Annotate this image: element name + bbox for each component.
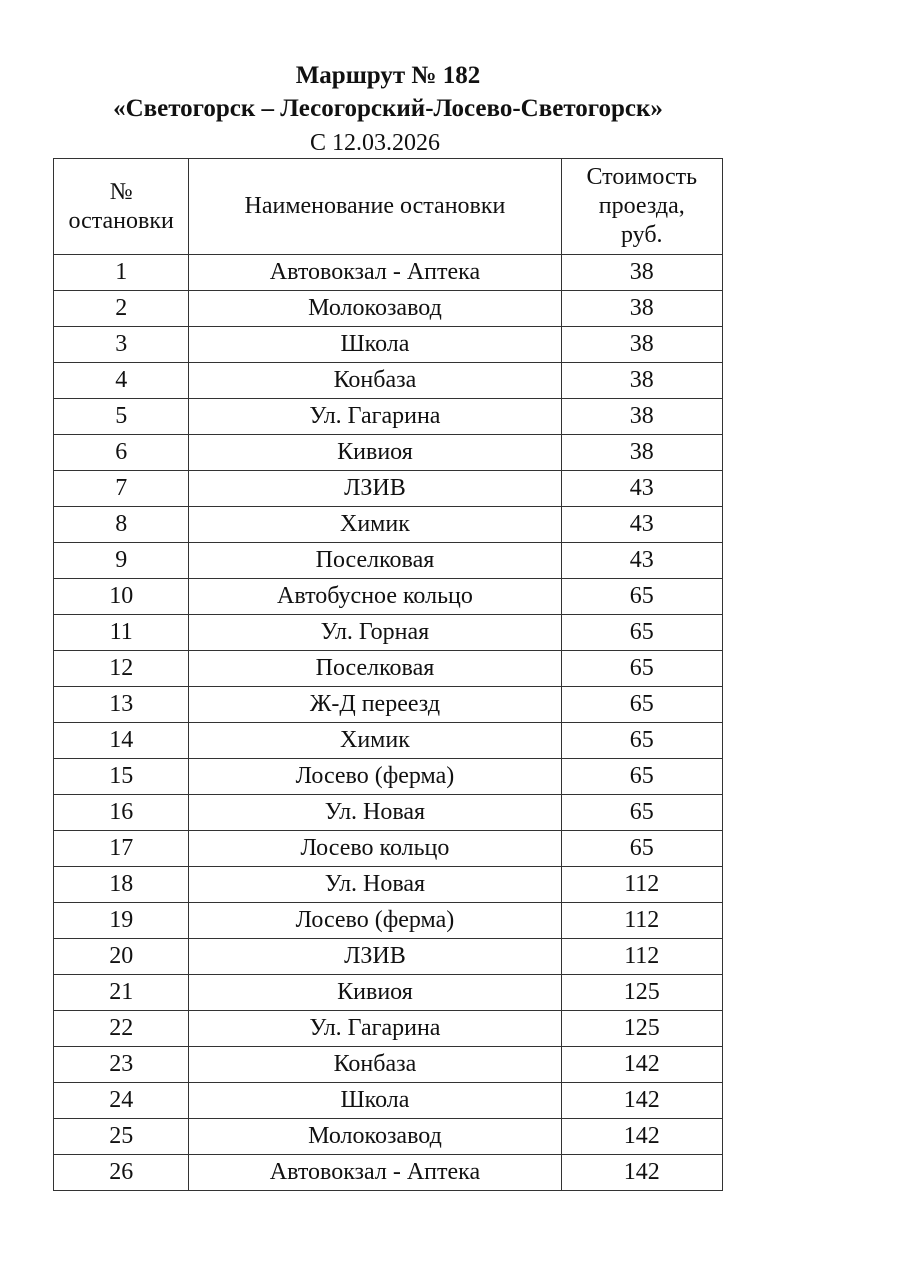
column-header-fare [561,159,723,255]
header-text: проезда, [598,193,685,219]
fare-cell: 112 [561,939,723,975]
table-row [54,327,723,363]
fare-cell: 125 [561,975,723,1011]
fare-cell: 43 [561,471,723,507]
stop-number-cell: 9 [54,543,189,579]
stop-name-cell: ЛЗИВ [189,471,561,507]
fare-cell: 65 [561,723,723,759]
table-row [54,651,723,687]
table-row [54,831,723,867]
stop-number-cell: 6 [54,435,189,471]
fare-cell: 38 [561,399,723,435]
stop-name-cell: Автобусное кольцо [189,579,561,615]
route-number-title: Маршрут № 182 [295,62,481,89]
table-row [54,1119,723,1155]
stop-name-cell: Ж-Д переезд [189,687,561,723]
stop-name-cell: Автовокзал - Аптека [189,1155,561,1191]
fare-cell: 43 [561,507,723,543]
fare-cell: 65 [561,795,723,831]
table-row [54,543,723,579]
table-row [54,399,723,435]
table-header-row [54,159,723,255]
stop-number-cell: 11 [54,615,189,651]
stop-number-cell: 2 [54,291,189,327]
stop-number-cell: 15 [54,759,189,795]
table-row [54,1155,723,1191]
table-row [54,579,723,615]
stop-name-cell: Лосево (ферма) [189,903,561,939]
stop-number-cell: 26 [54,1155,189,1191]
fare-cell: 125 [561,1011,723,1047]
stop-number-cell: 18 [54,867,189,903]
header-text: остановки [68,207,174,234]
header-text: Стоимость [586,164,698,190]
table-row [54,723,723,759]
stop-name-cell: Молокозавод [189,1119,561,1155]
stop-number-cell: 23 [54,1047,189,1083]
table-row [54,291,723,327]
fare-cell: 65 [561,831,723,867]
stop-number-cell: 14 [54,723,189,759]
table-row [54,507,723,543]
fare-table [53,158,723,1191]
table-row [54,867,723,903]
stop-name-cell: Школа [189,327,561,363]
stop-number-cell: 24 [54,1083,189,1119]
fare-cell: 38 [561,363,723,399]
stop-number-cell: 17 [54,831,189,867]
stop-name-cell: Автовокзал - Аптека [189,255,561,291]
stop-name-cell: Конбаза [189,363,561,399]
stop-number-cell: 1 [54,255,189,291]
header-text: № [109,178,133,205]
stop-name-cell: Химик [189,507,561,543]
stop-name-cell: Конбаза [189,1047,561,1083]
stop-number-cell: 25 [54,1119,189,1155]
stop-name-cell: Ул. Новая [189,867,561,903]
stop-number-cell: 5 [54,399,189,435]
stop-number-cell: 20 [54,939,189,975]
stop-name-cell: Поселковая [189,651,561,687]
table-row [54,795,723,831]
fare-cell: 65 [561,759,723,795]
stop-number-cell: 22 [54,1011,189,1047]
stop-name-cell: Кивиоя [189,435,561,471]
stop-name-cell: Лосево кольцо [189,831,561,867]
stop-name-cell: Ул. Гагарина [189,1011,561,1047]
stop-name-cell: Кивиоя [189,975,561,1011]
fare-cell: 38 [561,327,723,363]
stop-number-cell: 4 [54,363,189,399]
table-row [54,903,723,939]
stop-number-cell: 8 [54,507,189,543]
stop-name-cell: Ул. Горная [189,615,561,651]
table-body [54,255,723,1191]
stop-name-cell: Молокозавод [189,291,561,327]
stop-number-cell: 7 [54,471,189,507]
fare-cell: 142 [561,1119,723,1155]
table-row [54,1011,723,1047]
fare-cell: 65 [561,651,723,687]
stop-name-cell: Поселковая [189,543,561,579]
fare-cell: 38 [561,291,723,327]
stop-name-cell: Химик [189,723,561,759]
table-row [54,1047,723,1083]
fare-cell: 112 [561,867,723,903]
stop-name-cell: Лосево (ферма) [189,759,561,795]
table-row [54,471,723,507]
stop-name-cell: ЛЗИВ [189,939,561,975]
stop-number-cell: 12 [54,651,189,687]
table-row [54,363,723,399]
effective-date: С 12.03.2026 [309,130,440,156]
table-row [54,255,723,291]
stop-number-cell: 10 [54,579,189,615]
column-header-stop-name: Наименование остановки [189,159,561,255]
table-row [54,1083,723,1119]
column-header-stop-number [54,159,189,255]
stop-name-cell: Ул. Гагарина [189,399,561,435]
stop-name-cell: Школа [189,1083,561,1119]
stop-number-cell: 21 [54,975,189,1011]
fare-cell: 142 [561,1083,723,1119]
table-row [54,975,723,1011]
fare-cell: 142 [561,1047,723,1083]
stop-number-cell: 19 [54,903,189,939]
stop-name-cell: Ул. Новая [189,795,561,831]
stop-number-cell: 16 [54,795,189,831]
stop-number-cell: 3 [54,327,189,363]
fare-cell: 65 [561,687,723,723]
fare-cell: 38 [561,435,723,471]
fare-cell: 142 [561,1155,723,1191]
fare-cell: 43 [561,543,723,579]
fare-cell: 112 [561,903,723,939]
stop-number-cell: 13 [54,687,189,723]
fare-cell: 38 [561,255,723,291]
table-row [54,759,723,795]
table-row [54,687,723,723]
header-text: руб. [620,222,663,248]
fare-cell: 65 [561,579,723,615]
fare-cell: 65 [561,615,723,651]
table-row [54,435,723,471]
table-row [54,939,723,975]
table-row [54,615,723,651]
route-name-title: «Светогорск – Лесогорский-Лосево-Светогорск» [113,95,663,122]
